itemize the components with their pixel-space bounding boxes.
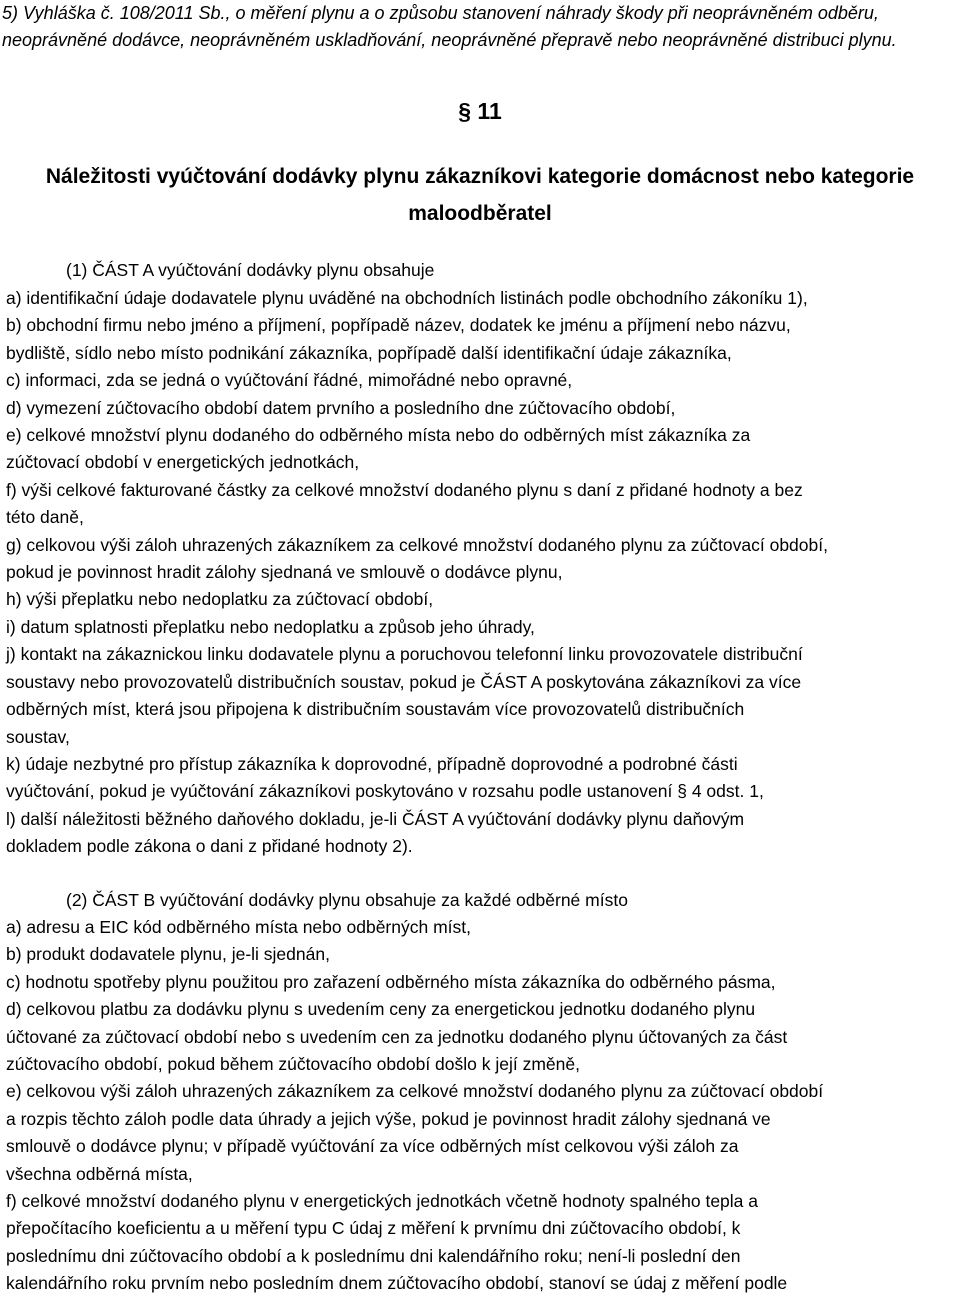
list-item <box>6 641 956 751</box>
list-item-line: bydliště, sídlo nebo místo podnikání zákazníka, popřípadě další identifikační údaje zákazníka, <box>6 342 732 363</box>
list-item-line: c) hodnotu spotřeby plynu použitou pro zařazení odběrného místa zákazníka do odběrného pásma, <box>6 971 776 992</box>
list-item-line: poslednímu dni zúčtovacího období a k poslednímu dni kalendářního roku; není-li poslední den <box>6 1245 741 1266</box>
list-item <box>6 422 956 477</box>
list-item-line: všechna odběrná místa, <box>6 1163 193 1184</box>
list-item <box>6 1078 956 1188</box>
list-item-line: e) celkové množství plynu dodaného do odběrného místa nebo do odběrných míst zákazníka za <box>6 425 751 446</box>
list-item-line: j) kontakt na zákaznickou linku dodavatele plynu a poruchovou telefonní linku provozovatele distribuční <box>6 644 803 665</box>
list-item <box>6 477 956 532</box>
list-item <box>6 614 956 641</box>
list-item-line: g) celkovou výši záloh uhrazených zákazníkem za celkové množství dodaného plynu za zúčtovací období, <box>6 534 828 555</box>
list-item-line: e) celkovou výši záloh uhrazených zákazníkem za celkové množství dodaného plynu za zúčtovací období <box>6 1081 824 1102</box>
paragraph-1-list <box>6 285 956 861</box>
list-item-line: b) obchodní firmu nebo jméno a příjmení, popřípadě název, dodatek ke jménu a příjmení nebo názvu, <box>6 315 791 336</box>
section-title-line: maloodběratel <box>408 202 552 225</box>
list-item-line: zúčtovací období v energetických jednotkách, <box>6 452 360 473</box>
list-item <box>6 532 956 587</box>
list-item-line: f) výši celkové fakturované částky za celkové množství dodaného plynu s daní z přidané hodnoty a bez <box>6 479 803 500</box>
list-item <box>6 285 956 312</box>
list-item <box>6 996 956 1078</box>
list-item-line: soustav, <box>6 726 70 747</box>
list-item-line: této daně, <box>6 507 84 528</box>
list-item-line: účtované za zúčtovací období nebo s uvedením cen za jednotku dodaného plynu účtovaných za část <box>6 1026 788 1047</box>
section-title-line: Náležitosti vyúčtování dodávky plynu zákazníkovi kategorie domácnost nebo kategorie <box>45 165 915 188</box>
list-item-line: h) výši přeplatku nebo nedoplatku za zúčtovací období, <box>6 589 434 610</box>
list-item-line: k) údaje nezbytné pro přístup zákazníka k doprovodné, případně doprovodné a podrobné části <box>6 753 738 774</box>
list-item <box>6 969 956 996</box>
list-item-line: odběrných míst, která jsou připojena k distribučním soustavám více provozovatelů distribučních <box>6 699 745 720</box>
list-item-line: a) identifikační údaje dodavatele plynu uváděné na obchodních listinách podle obchodního zákoníku 1), <box>6 288 808 308</box>
list-item <box>6 941 956 968</box>
list-item-line: zúčtovacího období, pokud během zúčtovacího období došlo k její změně, <box>6 1054 580 1075</box>
paragraph-2-list <box>6 914 956 1297</box>
list-item-line: a rozpis těchto záloh podle data úhrady a jejich výše, pokud je povinnost hradit zálohy sjednaná ve <box>6 1108 771 1129</box>
list-item-line: dokladem podle zákona o dani z přidané hodnoty 2). <box>6 836 413 857</box>
list-item-line: soustavy nebo provozovatelů distribučních soustav, pokud je ČÁST A poskytována zákazníkovi za více <box>6 671 802 692</box>
list-item-line: d) celkovou platbu za dodávku plynu s uvedením ceny za energetickou jednotku dodaného plynu <box>6 999 756 1020</box>
list-item <box>6 806 956 861</box>
list-item <box>6 1188 956 1297</box>
list-item-line: a) adresu a EIC kód odběrného místa nebo odběrných míst, <box>6 917 471 937</box>
section-title <box>0 158 960 232</box>
list-item-line: pokud je povinnost hradit zálohy sjednaná ve smlouvě o dodávce plynu, <box>6 562 563 583</box>
list-item-line: b) produkt dodavatele plynu, je-li sjednán, <box>6 944 330 965</box>
list-item-line: i) datum splatnosti přeplatku nebo nedoplatku a způsob jeho úhrady, <box>6 616 535 637</box>
list-item-line: kalendářního roku prvním nebo posledním dnem zúčtovacího období, stanoví se údaj z měření podle <box>6 1273 788 1294</box>
list-item-line: c) informaci, zda se jedná o vyúčtování řádné, mimořádné nebo opravné, <box>6 370 573 391</box>
footnote-line: 5) Vyhláška č. 108/2011 Sb., o měření plynu a o způsobu stanovení náhrady škody při neoprávněném odběru, <box>2 3 879 23</box>
list-item <box>6 312 956 367</box>
section-number: § 11 <box>458 98 502 124</box>
list-item <box>6 586 956 613</box>
footnote-header <box>2 0 952 54</box>
paragraph-1-intro: (1) ČÁST A vyúčtování dodávky plynu obsahuje <box>66 260 435 280</box>
list-item-line: přepočítacího koeficientu a u měření typu C údaj z měření k prvnímu dni zúčtovacího období, k <box>6 1218 741 1239</box>
list-item <box>6 914 956 941</box>
list-item-line: d) vymezení zúčtovacího období datem prvního a posledního dne zúčtovacího období, <box>6 397 676 418</box>
list-item <box>6 367 956 394</box>
paragraph-2-intro: (2) ČÁST B vyúčtování dodávky plynu obsahuje za každé odběrné místo <box>66 890 628 910</box>
list-item-line: smlouvě o dodávce plynu; v případě vyúčtování za více odběrných míst celkovou výši záloh za <box>6 1136 739 1157</box>
footnote-line: neoprávněné dodávce, neoprávněném uskladňování, neoprávněné přepravě nebo neoprávněné distribuci plynu. <box>2 30 897 50</box>
list-item-line: f) celkové množství dodaného plynu v energetických jednotkách včetně hodnoty spalného tepla a <box>6 1191 759 1212</box>
list-item <box>6 395 956 422</box>
list-item-line: vyúčtování, pokud je vyúčtování zákazníkovi poskytováno v rozsahu podle ustanovení § 4 odst. 1, <box>6 781 764 802</box>
list-item-line: l) další náležitosti běžného daňového dokladu, je-li ČÁST A vyúčtování dodávky plynu daňovým <box>6 808 745 829</box>
list-item <box>6 751 956 806</box>
